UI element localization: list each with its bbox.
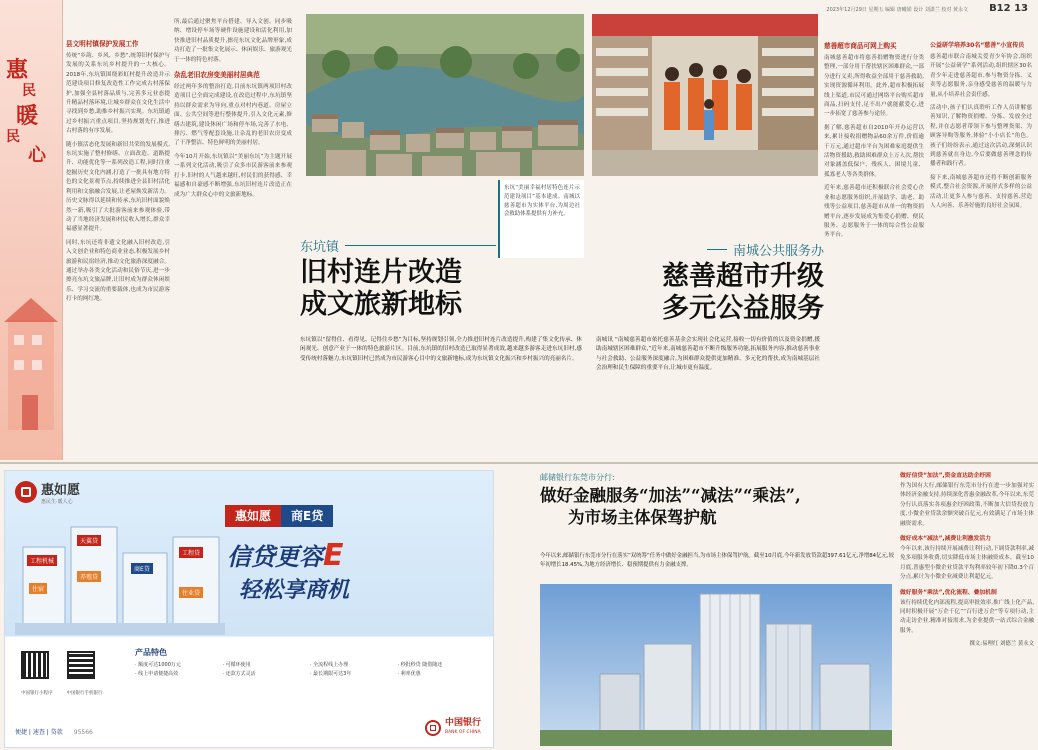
column-6: [930, 40, 1032, 450]
qr-item: [21, 651, 53, 698]
ad-qr-block: [21, 651, 103, 698]
village-aerial-image: [306, 14, 584, 176]
brand-name: 惠如愿: [41, 483, 81, 498]
side-char: 暖: [16, 103, 39, 129]
ad-brand-logo: [15, 479, 80, 505]
lead-text: 南城讯 “南城慈善超市依托慈善基金会实现社会化运营,接收一切有价值的以及资金捐赠,援助南城辖区困难群众,”近年来,南城慈善超市不断升级服务功能,拓展服务内容,推动慈善事业与社会救助、公益服务深度融合,为困难群众提供更加精准、多元化的帮扶,成为南城基层社会治理和民生保障的重要平台,让城市更有温度。: [596, 337, 820, 372]
section-subhead: 做好信贷“加法”,资金直达助企纾困: [900, 473, 991, 479]
body-text: 据了解,慈善超市自2010年开办运营以来,累计接收捐赠物品60余万件,价值逾千万元,通过超市平台为困难家庭提供生活物资援助,救助困难群众上万人次,帮扶对象涵盖低保户、残疾人、困境儿童、孤寡老人等各类群体。: [824, 124, 924, 178]
feature-item: · 全流程线上办理: [310, 662, 349, 668]
caption-text: 东坑“美丽幸福村居特色连片示范建设项目”基本建成。南城以慈善超市为实体平台,为周边社会救助体系提供有力补充。: [504, 185, 580, 218]
bank-name-en: BANK OF CHINA: [444, 730, 481, 735]
article-kicker: 邮储银行东莞市分行:: [540, 473, 615, 482]
body-text: 活动中,孩子们认真聆听工作人员讲解慈善知识,了解物资捐赠、分拣、发放全过程,并在志愿者带领下参与整理货架、为顾客导购等服务,体验“小小店长”角色。孩子们纷纷表示,通过这次活动,深刻认识到慈善就在身边,今后要做慈善理念的传播者和践行者。: [930, 105, 1032, 168]
article-2-lead: [596, 336, 820, 436]
body-text: 该行持续优化内部流程,提高审批效率,推广线上化产品,同时积极开展“万企千亿”“百行进万企”等专项行动,主动走访企业,精准对接需求,为企业提供一站式综合金融服务。: [900, 599, 1034, 634]
column-8: [900, 470, 1034, 746]
brand-subtitle: 惠民生·暖人心: [41, 499, 73, 505]
bank-building-photo: [540, 584, 892, 746]
lead-text: 今年以来,邮储银行东莞市分行在落实“双统筹”任务中做好金融担当,为市场主体保驾护航。截至10月底,今年新发放贷款超397.61亿元,净增84亿元,较年初增长18.45%,为地方经济增长、稳预期提供有力金融支撑。: [540, 553, 894, 568]
charity-supermarket-image: [592, 14, 818, 176]
body-text: 所,最后通过聚焦平台搭建、导入文创、同步吸纳、增设停车场等硬件设施建设和活化利用,加快推进旧村品质提升,擦亮东坑文化品牌形象,成功打造了一批集文化展示、休闲娱乐、旅游观光于一体的特色村落。: [174, 19, 292, 63]
body-text: 今年以来,该行持续开展减费让利行动,下调贷款利率,减免多项服务收费,切实降低市场主体融资成本。截至10月底,普惠型小微企业贷款平均利率较年初下降0.3个百分点,累计为小微企业减费让利超亿元。: [900, 546, 1034, 581]
feature-item: · 额度可达1000万元: [135, 662, 181, 668]
feature-item: · 还款方式灵活: [222, 671, 256, 677]
body-text: 经过两年多的整治打造,目前东坑镇两项旧村改造项目已全面完成建设,在改造过程中,东坑镇坚持以群众需求为导向,重点对村内巷道、房屋立面、公共空间等进行整体提升,引入文化元素,修缮古建筑,建设休闲广场和停车场,完善了水电、排污、燃气等配套设施,让杂乱的老旧农房变成了干净整洁、特色鲜明的美丽村居。: [174, 84, 292, 147]
body-text: 随小镇活态化发展和新旧共荣的发展模式,东坑实施了整村修缮、立面改造、道路提升、功能优化等一系列改造工程,同时注重挖掘历史文化内涵,打造了一批具有地方特色的文化景观节点,持续推进全县旧村活化利用和文旅融合发展,让老屋焕发新活力。历史文脉得以延续和传承,东坑旧村面貌焕然一新,吸引了大批游客前来参观体验,带动了当地经济发展和村民收入增长,群众幸福感显著提升。: [66, 141, 170, 233]
qr-label: 中国银行小程序: [21, 691, 53, 696]
kicker-rule: [345, 245, 496, 246]
lead-text: 东坑镇以“留得住、看得见、记得住乡愁”为目标,坚持规划引领,全力推进旧村连片改造提升,构建了集文化传承、休闲观光、创意产业于一体的特色旅游片区。目前,东坑镇的旧村改造已取得显著成效,越来越多游客走进东坑旧村,感受传统村落魅力,东坑镇旧村已然成为市民游客心目中的文旅新地标,成为东坑镇文化振兴和乡村振兴的亮丽名片。: [300, 337, 582, 362]
qr-label: 中国银行手机银行: [66, 691, 103, 696]
body-text: 同时,东坑还将非遗文化融入旧村改造,引入文创企业和特色商业业态,积极发展乡村旅游和民宿经济,推动文化旅游深度融合。通过举办各类文化活动和民俗节庆,进一步擦亮东坑文旅品牌,让旧村成为群众休闲娱乐、学习交流的重要载体,也成为市民游客打卡的网红地。: [66, 239, 170, 303]
qr-item: [67, 651, 103, 698]
article-1-lead: [300, 336, 582, 436]
body-text: 南城慈善超市将慈善捐赠物资进行分类整理,一部分用于帮扶辖区困难群众,一部分进行义卖,所得收益全部用于慈善救助,实现资源循环利用。此外,超市积极拓展线上渠道,市民可通过网络平台购买超市商品,扫码支付,足不出户就能献爱心,进一步拓宽了慈善参与途径。: [824, 55, 924, 118]
feature-item: · 最长期限可达3年: [310, 671, 352, 677]
column-1: [66, 38, 170, 458]
section-subhead: 公益研学培养30名“慈善”小宣传员: [930, 42, 1025, 49]
footer-tagline: 便捷 | 速查 | 贷款: [15, 728, 63, 736]
section-subhead: 慈善超市商品可网上购买: [824, 42, 897, 50]
body-text: 接下来,南城慈善超市还将不断创新服务模式,整合社会资源,开展形式多样的公益活动,让更多人参与慈善、支持慈善,营造人人向善、乐善好施的良好社会氛围。: [930, 174, 1032, 210]
side-char: 民: [6, 129, 20, 145]
article-title: 慈善超市升级: [662, 261, 824, 292]
page-number: B12 13: [989, 3, 1028, 14]
feature-item: · 利率优惠: [397, 671, 421, 677]
ad-product-tab: [225, 505, 333, 527]
article-3-headline: [540, 472, 906, 552]
building-sign: 工程机械: [27, 555, 57, 566]
features-title: 产品特色: [135, 648, 167, 657]
body-text: 传统“乡韵、乡风、乡愁”,统筹旧村保护与发展的关系东坑乡村提升的一大核心。2018年,东坑镇围绕彩虹村提升改造并示范建设项目修复改造性工作完成古村落保护,加强全县村落品质与,完善多元业态提升精品村落环境,让城乡群众在文化生活中寻找到乡愁,助推乡村振兴实现。东坑镇通过乡村振兴重点项目,坚持规划先行,推进古村落的有序发展。: [66, 53, 170, 135]
ad-footer: [15, 715, 481, 741]
article-2-headline: [594, 240, 824, 332]
boc-logo-icon: [425, 720, 441, 736]
boc-advertisement: [4, 470, 494, 748]
charity-supermarket-photo: [592, 14, 818, 176]
body-text: 近年来,慈善超市还积极联合社会爱心企业和志愿服务组织,开展助学、助老、助残等公益项目,慈善超市从单一的物资捐赠平台,逐步发展成为集爱心捐赠、便民服务、志愿服务于一体的综合性公益服务平台。: [824, 185, 924, 239]
side-char: 民: [22, 83, 36, 99]
slogan-line-2: 轻松享商机: [239, 578, 350, 603]
side-char: 惠: [6, 57, 29, 83]
qr-code-icon[interactable]: [67, 651, 95, 679]
feature-item: · 秒批秒贷 随借随还: [397, 662, 443, 668]
brand-emblem-icon: [15, 481, 37, 503]
side-banner: [0, 0, 63, 460]
ad-slogan: [227, 537, 487, 604]
tab-right: 商E贷: [281, 505, 333, 527]
body-text: 慈善超市联合南城关爱青少年协会,组织开展“公益研学”系列活动,组织辖区30名青少年走进慈善超市,参与物资分拣、义卖等志愿服务,亲身感受慈善的温暖与力量,从小培养社会责任感。: [930, 54, 1032, 98]
article-title: 多元公益服务: [662, 293, 824, 324]
tab-left: 惠如愿: [225, 505, 281, 527]
ad-features: [135, 647, 485, 677]
feature-item: · 线上申请便捷高效: [135, 671, 179, 677]
feature-item: · 可循环使用: [222, 662, 251, 668]
building-sign: 工程贷: [179, 547, 203, 558]
article-1-headline: [300, 236, 496, 328]
article-3-lead: [540, 552, 894, 582]
building-sign: 商E贷: [131, 563, 153, 574]
body-text: 今年10月开始,东坑镇以“美丽东坑”为主题开展一系列文化活动,吸引了众多市民游客前来参观打卡,旧村的人气越来越旺,村民们的获得感、幸福感和自豪感不断增强,东坑旧村连片改造正在成为广大群众心中的文旅新地标。: [174, 153, 292, 198]
photo-caption: [498, 180, 584, 258]
village-aerial-photo: [306, 14, 584, 176]
section-subhead: 杂乱老旧农房变美丽村居典范: [174, 71, 260, 80]
section-subhead: 县文明村镇保护发展工作: [66, 40, 139, 48]
slogan-e-mark: E: [323, 538, 344, 573]
article-kicker: 南城公共服务办: [732, 244, 824, 259]
article-title: 成文旅新地标: [300, 289, 462, 320]
section-subhead: 做好服务“乘法”,优化流程、叠加机制: [900, 589, 997, 596]
header-meta: 2023年12月29日 星期五 编辑 唐曦娟 设计 刘潇兰 校对 黄永文: [826, 7, 968, 13]
article-title: 做好金融服务“加法”“减法”“乘法”,: [540, 486, 801, 505]
bank-building-image: [540, 584, 892, 746]
article-credit: 撰文:易理红 刘德兰 黄永文: [969, 641, 1034, 648]
ad-building-signs: [15, 507, 225, 635]
article-title: 为市场主体保驾护航: [568, 508, 717, 527]
body-text: 作为国有大行,邮储银行东莞市分行在进一步加强对实体经济金融支持,持续深化普惠金融改革,今年以来,东莞分行认真落实各项惠企纾困政策,不断加大信贷投放力度,小微企业贷款余额突破百亿元,有效满足了市场主体融资需求。: [900, 483, 1034, 527]
section-divider: [0, 462, 1038, 464]
footer-phone: 95566: [73, 728, 93, 736]
qr-code-icon[interactable]: [21, 651, 49, 679]
building-sign: 养殖贷: [77, 571, 101, 582]
building-sign: 天翼贷: [77, 535, 101, 546]
slogan-line-1: 信贷更容: [227, 543, 323, 571]
building-sign: 住业贷: [179, 587, 203, 598]
section-subhead: 做好成本“减法”,减费让利激发活力: [900, 536, 991, 543]
side-title: [6, 58, 56, 166]
building-sign: 住宿: [29, 583, 47, 594]
column-2: [174, 18, 292, 236]
side-illustration: [0, 280, 62, 440]
article-title: 旧村连片改造: [300, 257, 462, 288]
side-char: 心: [28, 145, 46, 166]
bank-name: 中国银行: [444, 718, 481, 728]
kicker-rule: [707, 249, 727, 250]
column-5: [824, 40, 924, 450]
article-kicker: 东坑镇: [300, 240, 340, 255]
